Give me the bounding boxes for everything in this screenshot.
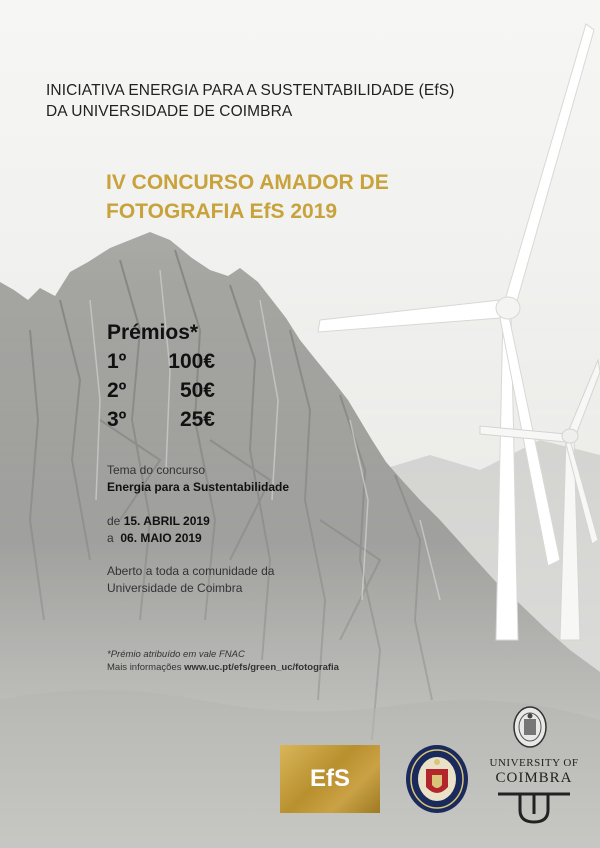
uc-name-line-2: COIMBRA: [495, 770, 573, 786]
date-to-prefix: a: [107, 531, 114, 545]
efs-logo-text: EfS: [309, 765, 350, 792]
theme-label: Tema do concurso: [107, 463, 206, 477]
more-info-label: Mais informações: [107, 662, 182, 673]
eligibility-block: [107, 563, 274, 597]
eligibility-line-1: Aberto a toda a comunidade da: [107, 564, 275, 578]
prize-place: 2º: [107, 379, 127, 402]
uc-crest-icon: [513, 706, 547, 748]
uc-symbol-icon: [496, 790, 572, 828]
prize-row-2: [107, 376, 215, 405]
contest-title: [106, 168, 389, 226]
more-info: [107, 661, 339, 674]
date-to-value: 06. MAIO 2019: [120, 531, 202, 545]
prize-footnote: *Prémio atribuído em vale FNAC: [107, 649, 245, 660]
more-info-link[interactable]: www.uc.pt/efs/green_uc/fotografia: [184, 662, 339, 673]
prizes-block: [107, 318, 215, 434]
engineers-seal-icon: [404, 743, 470, 815]
dates-block: [107, 513, 210, 547]
theme-value: Energia para a Sustentabilidade: [107, 480, 290, 494]
theme-block: [107, 462, 289, 496]
title-line-2: FOTOGRAFIA EfS 2019: [106, 200, 338, 223]
prize-amount: 100€: [168, 350, 215, 373]
organizer-header: [46, 80, 454, 122]
date-from: [107, 513, 210, 530]
header-line-2: DA UNIVERSIDADE DE COIMBRA: [46, 103, 293, 120]
prize-amount: 50€: [179, 379, 215, 402]
header-line-1: INICIATIVA ENERGIA PARA A SUSTENTABILIDADE (EfS): [46, 82, 455, 99]
date-from-value: 15. ABRIL 2019: [123, 514, 210, 528]
eligibility-line-2: Universidade de Coimbra: [107, 581, 243, 595]
prize-place: 1º: [107, 350, 127, 373]
prize-row-3: [107, 405, 215, 434]
prize-row-1: [107, 347, 215, 376]
date-from-prefix: de: [107, 514, 121, 528]
date-to: [107, 530, 210, 547]
uc-name-line-1: UNIVERSITY OF: [489, 757, 579, 769]
title-line-1: IV CONCURSO AMADOR DE: [106, 171, 389, 194]
efs-logo: [280, 745, 380, 813]
footnotes: [107, 648, 339, 674]
prize-place: 3º: [107, 408, 127, 431]
prizes-heading: Prémios*: [107, 321, 199, 344]
prize-amount: 25€: [179, 408, 215, 431]
